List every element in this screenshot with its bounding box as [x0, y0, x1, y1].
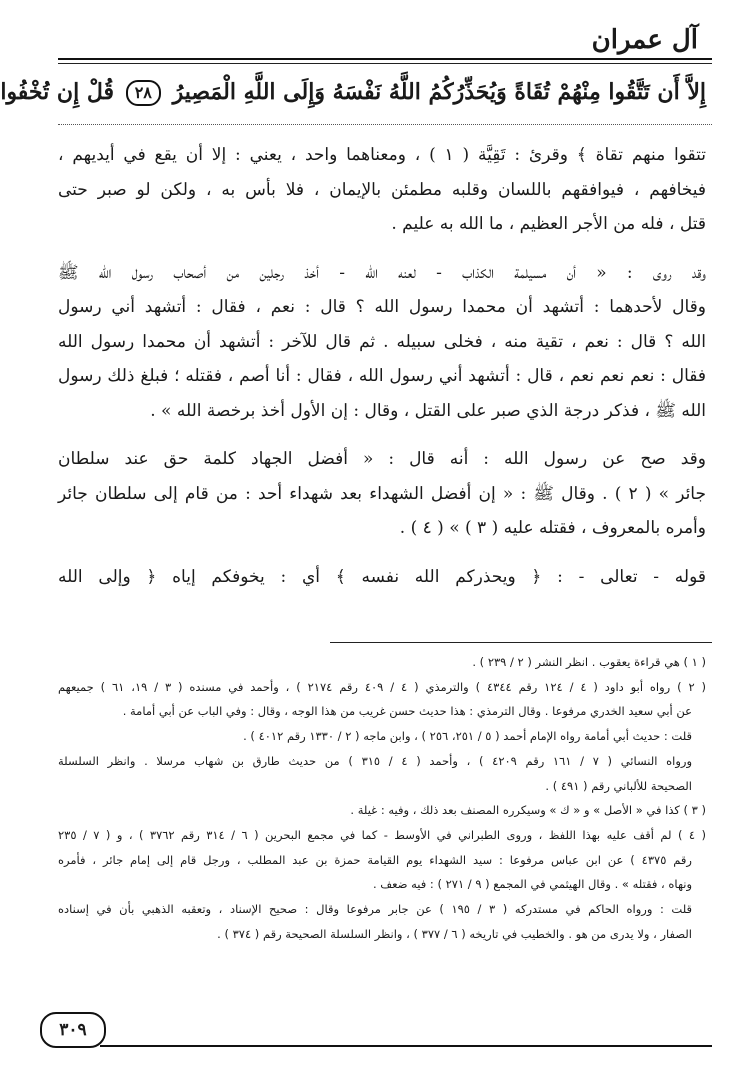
paragraph-2 [58, 256, 706, 429]
footnote-line: ( ٤ ) لم أقف عليه بهذا اللفظ ، وروى الطبراني في الأوسط - كما في مجمع البحرين ( ٦ / ٣١٤ رقم ٣٧٦٢ ) ، و ( ٧ / ٢٣٥ [58, 827, 706, 842]
paragraph-3 [58, 442, 706, 546]
body-line: تتقوا منهم تقاة ﴾ وقرئ : تَقِيَّة ( ١ ) ، ومعناهما واحد ، يعني : إلا أن يقع في أيديهم ، [58, 145, 706, 165]
body-line: جائر » ( ٢ ) . وقال ﷺ : « إن أفضل الشهداء بعد شهداء أحد : من قام إلى سلطان جائر [58, 483, 706, 504]
body-line: وقد صح عن رسول الله : أنه قال : « أفضل الجهاد كلمة حق عند سلطان [58, 449, 706, 469]
footnote-separator [330, 642, 712, 643]
footnote-3 [58, 798, 706, 823]
body-line: وقد روى : « أن مسيلمة الكذاب - لعنه الله - أخذ رجلين من أصحاب رسول الله ﷺ [58, 262, 706, 283]
footnote-line: ( ١ ) هي قراءة يعقوب . انظر النشر ( ٢ / ٢٣٩ ) . [472, 655, 706, 669]
body-line: فيخافهم ، فيوافقهم باللسان وقلبه مطمئن بالإيمان ، فلا بأس به ، ولكن لو صبر حتى [58, 179, 706, 200]
footnote-line: قلت : ورواه الحاكم في مستدركه ( ٣ / ١٩٥ ) عن جابر مرفوعا وقال : صحيح الإسناد ، وتعقبه الذهبي بأن في إسناده [58, 902, 693, 917]
footnote-2 [58, 675, 706, 799]
ayah-number-marker: ٢٨ [126, 80, 161, 106]
footnotes [58, 650, 706, 946]
paragraph-4 [58, 560, 706, 595]
footnote-line: ( ٣ ) كذا في « الأصل » و « ك » وسيكرره المصنف بعد ذلك ، وفيه : غيلة . [350, 803, 706, 818]
body-line: فقال : نعم نعم نعم ، قال : أتشهد أني رسول الله ، فقال : أنا أصم ، فقتله ؛ فبلغ ذلك رسول [58, 366, 706, 386]
verse-text-after: قُلْ إِن تُخْفُوا [0, 79, 115, 105]
header-rule-top [58, 58, 712, 60]
header-rule-bottom [58, 63, 712, 64]
commentary-body [58, 138, 706, 608]
body-line: الله ؟ قال : نعم ، تقية منه ، فخلى سبيله . ثم قال للآخر : أتشهد أن محمدا رسول الله [58, 331, 706, 352]
verse-text-before: إِلاَّ أَن تَتَّقُوا مِنْهُمْ تُقَاةً وَيُحَذِّرُكُمُ اللَّهُ نَفْسَهُ وَإِلَى اللَّهِ الْمَصِيرُ [172, 79, 706, 105]
footnote-line: ورواه النسائي ( ٧ / ١٦١ رقم ٤٢٠٩ ) ، وأحمد ( ٤ / ٣١٥ ) من حديث طارق بن شهاب مرسلا . وانظر السلسلة [58, 753, 692, 768]
footnote-line: ( ٢ ) رواه أبو داود ( ٤ / ١٢٤ رقم ٤٣٤٤ ) والترمذي ( ٤ / ٤٠٩ رقم ٢١٧٤ ) ، وأحمد في مسنده ( ٣ / ١٩، ٦١ ) جميعهم [58, 679, 706, 694]
surah-title: آل عمران [591, 25, 698, 55]
footnote-line: الصفار ، ولا يدرى من هو . والخطيب في تاريخه ( ٦ / ٣٧٧ ) ، وانظر السلسلة الصحيحة رقم ( ٣٧٤ ) . [217, 926, 692, 941]
body-line: وأمره بالمعروف ، فقتله عليه ( ٣ ) » ( ٤ ) . [399, 518, 706, 538]
body-line: قتل ، فله من الأجر العظيم ، ما الله به عليم . [391, 214, 706, 234]
footnote-1 [58, 650, 706, 675]
footnote-line: عن أبي سعيد الخدري مرفوعا . وقال الترمذي : هذا حديث حسن غريب من هذا الوجه ، وقال : وفي الباب عن أبي أمامة . [122, 704, 692, 719]
footnote-line: قلت : حديث أبي أمامة رواه الإمام أحمد ( ٥ / ٢٥١، ٢٥٦ ) ، وابن ماجه ( ٢ / ١٣٣٠ رقم ٤٠١٢ ) . [243, 729, 692, 744]
body-line: الله ﷺ ، فذكر درجة الذي صبر على القتل ، وقال : إن الأول أخذ برخصة الله » . [150, 400, 706, 421]
footer-rule [100, 1045, 712, 1047]
footnote-line: رقم ٤٣٧٥ ) عن ابن عباس مرفوعا : سيد الشهداء يوم القيامة حمزة بن عبد المطلب ، ورجل قام إلى إمام جائر ، فأمره [58, 852, 692, 867]
body-line: وقال لأحدهما : أتشهد أن محمدا رسول الله ؟ قال : نعم ، فقال : أتشهد أني رسول [58, 297, 706, 317]
body-line: قوله - تعالى - : ﴿ ويحذركم الله نفسه ﴾ أي : يخوفكم إياه ﴿ وإلى الله [58, 566, 706, 587]
footnote-line: ونهاه ، فقتله » . وقال الهيثمي في المجمع ( ٩ / ٢٧١ ) : فيه ضعف . [372, 877, 692, 892]
footnote-line: الصحيحة للألباني رقم ( ٤٩١ ) . [545, 778, 692, 793]
quran-verse [0, 70, 706, 114]
paragraph-1 [58, 138, 706, 242]
footnote-4 [58, 823, 706, 947]
verse-separator [58, 124, 712, 125]
page-number: ٣٠٩ [40, 1012, 106, 1048]
